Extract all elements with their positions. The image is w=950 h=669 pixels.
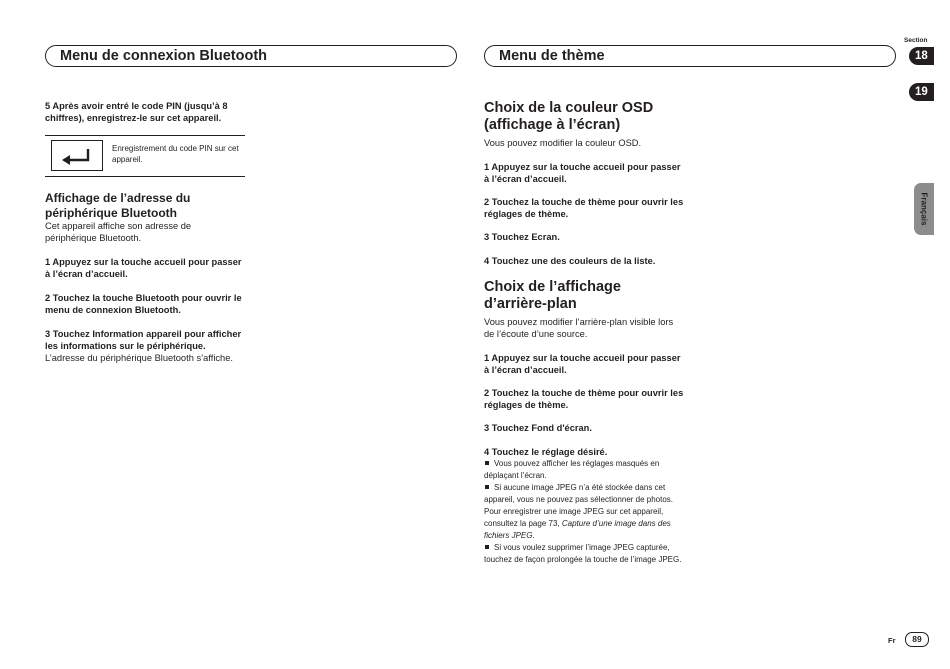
language-label: Français — [919, 192, 929, 226]
bullet-item — [484, 542, 684, 566]
section-intro: Cet appareil affiche son adresse de périphérique Bluetooth. — [45, 221, 192, 243]
left-section-title: Menu de connexion Bluetooth — [60, 48, 268, 64]
page-number: 89 — [905, 632, 929, 647]
section-tab-18[interactable]: 18 — [909, 47, 934, 65]
osd-step-2: 2 Touchez la touche de thème pour ouvrir les réglages de thème. — [484, 197, 684, 219]
bg-step-4: 4 Touchez le réglage désiré. — [484, 447, 608, 457]
step-5: 5 Après avoir entré le code PIN (jusqu’à 8 chiffres), enregistrez-le sur cet appareil. — [45, 101, 228, 123]
right-section-header — [484, 45, 896, 67]
footer-language-code: Fr — [888, 636, 896, 645]
step-3-result: L’adresse du périphérique Bluetooth s’affiche. — [45, 353, 233, 363]
bg-step-1: 1 Appuyez sur la touche accueil pour passer à l’écran d’accueil. — [484, 353, 681, 375]
bullet-item — [484, 458, 684, 482]
bg-step-2: 2 Touchez la touche de thème pour ouvrir les réglages de thème. — [484, 388, 684, 410]
right-section-title: Menu de thème — [499, 48, 605, 64]
left-section-header — [45, 45, 457, 67]
section-label: Section — [904, 37, 928, 44]
mid-column — [484, 100, 684, 566]
osd-heading: Choix de la couleur OSD (affichage à l’écran) — [484, 100, 654, 133]
bullet-2-end: . — [532, 531, 535, 540]
section-tab-19[interactable]: 19 — [909, 83, 934, 101]
osd-intro: Vous pouvez modifier la couleur OSD. — [484, 138, 642, 148]
bullet-item — [484, 482, 684, 542]
left-column-body — [45, 191, 245, 364]
bullet-1-text: Vous pouvez afficher les réglages masqués en déplaçant l’écran. — [484, 459, 660, 480]
left-column-top — [45, 100, 245, 124]
bullet-2-text: Si aucune image JPEG n’a été stockée dans cet appareil, vous ne pouvez pas sélectionner de photos. Pour enregistrer une image JPEG sur cet appareil, consultez la page 73, — [484, 483, 674, 528]
step-3: 3 Touchez Information appareil pour afficher les informations sur le périphérique. — [45, 329, 242, 351]
bg-heading: Choix de l’affichage d’arrière-plan — [484, 279, 621, 312]
osd-step-1: 1 Appuyez sur la touche accueil pour passer à l’écran d’accueil. — [484, 162, 681, 184]
enter-key-icon — [51, 140, 103, 171]
bullet-3-text: Si vous voulez supprimer l’image JPEG capturée, touchez de façon prolongée la touche de l’image JPEG. — [484, 543, 682, 564]
section-heading-bt-address: Affichage de l’adresse du périphérique Bluetooth — [45, 191, 191, 220]
note-text: Enregistrement du code PIN sur cet appareil. — [112, 144, 239, 164]
osd-step-4: 4 Touchez une des couleurs de la liste. — [484, 256, 656, 266]
osd-step-3: 3 Touchez Ecran. — [484, 232, 560, 242]
bullet-square-icon — [485, 545, 489, 549]
page-reference-link[interactable]: Capture d’une image dans des fichiers JPEG — [484, 519, 671, 540]
bullet-square-icon — [485, 485, 489, 489]
step-1: 1 Appuyez sur la touche accueil pour passer à l’écran d’accueil. — [45, 257, 242, 279]
note-box — [45, 135, 245, 177]
bg-intro: Vous pouvez modifier l’arrière-plan visible lors de l’écoute d’une source. — [484, 317, 674, 339]
bullet-square-icon — [485, 461, 489, 465]
step-2: 2 Touchez la touche Bluetooth pour ouvrir le menu de connexion Bluetooth. — [45, 293, 242, 315]
bg-step-3: 3 Touchez Fond d'écran. — [484, 423, 592, 433]
